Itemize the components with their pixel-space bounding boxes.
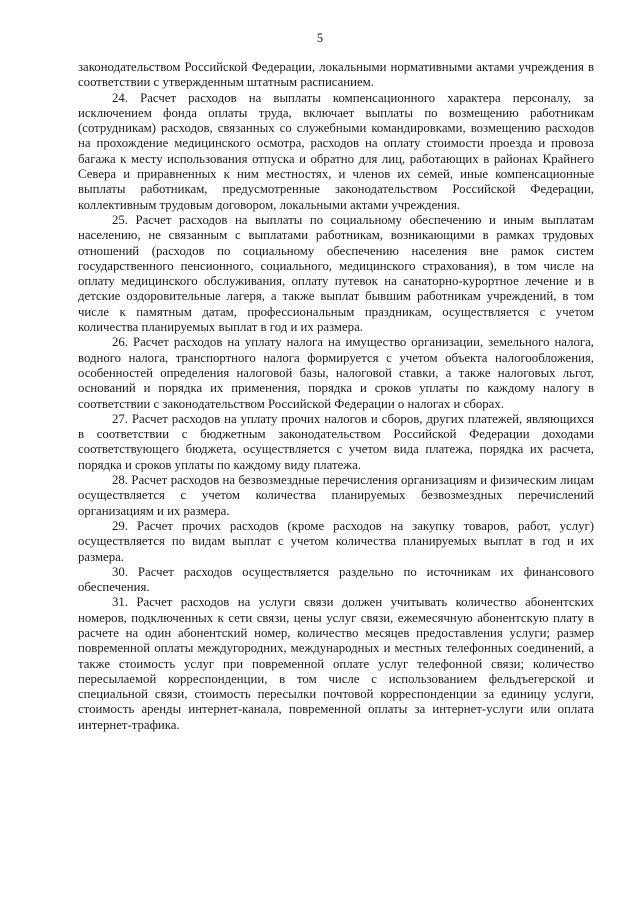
document-body — [78, 60, 594, 733]
paragraph-31: 31. Расчет расходов на услуги связи должен учитывать количество абонентских номеров, подключенных к сети связи, цены услуг связи, ежемесячную абонентскую плату в расчете на один абонентский номер, количество месяцев предоставления услуги; размер повременной оплаты междугородних, международных и местных телефонных соединений, а также стоимость услуг при повременной оплате услуг телефонной связи; количество пересылаемой корреспонденции, в том числе с использованием фельдъегерской и специальной связи, стоимость пересылки почтовой корреспонденции за единицу услуги, стоимость аренды интернет-канала, повременной оплаты за интернет-услуги или оплата интернет-трафика. — [78, 595, 594, 732]
paragraph-28: 28. Расчет расходов на безвозмездные перечисления организациям и физическим лицам осуществляется с учетом количества планируемых безвозмездных перечислений организациям и их размера. — [78, 473, 594, 518]
paragraph-30: 30. Расчет расходов осуществляется раздельно по источникам их финансового обеспечения. — [78, 564, 594, 595]
paragraph-29: 29. Расчет прочих расходов (кроме расходов на закупку товаров, работ, услуг) осуществляется по видам выплат с учетом количества планируемых выплат в год и их размера. — [78, 518, 594, 564]
paragraph-27: 27. Расчет расходов на уплату прочих налогов и сборов, других платежей, являющихся в соответствии с бюджетным законодательством Российской Федерации доходами соответствующего бюджета, осуществляется с учетом вида платежа, порядка их расчета, порядка и сроков уплаты по каждому виду платежа. — [78, 411, 594, 472]
page-number: 5 — [316, 31, 324, 45]
paragraph-25: 25. Расчет расходов на выплаты по социальному обеспечению и иным выплатам населению, не связанным с выплатами работникам, возникающими в рамках трудовых отношений (расходов по социальному обеспечению населения вне рамок систем государственного пенсионного, социального, медицинского страхования), в том числе на оплату медицинского обслуживания, оплату путевок на санаторно-курортное лечение и в детские оздоровительные лагеря, а также выплат бывшим работникам учреждений, в том числе к памятным датам, профессиональным праздникам, осуществляется с учетом количества планируемых выплат в год и их размера. — [78, 212, 594, 335]
paragraph-24: 24. Расчет расходов на выплаты компенсационного характера персоналу, за исключением фонда оплаты труда, включает выплаты по возмещению работникам (сотрудникам) расходов, связанных со служебными командировками, возмещению расходов на прохождение медицинского осмотра, расходов на оплату стоимости проезда и провоза багажа к месту использования отпуска и обратно для лиц, работающих в районах Крайнего Севера и приравненных к ним местностях, и членов их семей, иные компенсационные выплаты работникам, предусмотренные законодательством Российской Федерации, коллективным трудовым договором, локальными актами учреждения. — [78, 90, 594, 212]
paragraph-26: 26. Расчет расходов на уплату налога на имущество организации, земельного налога, водного налога, транспортного налога формируется с учетом объекта налогообложения, особенностей определения налоговой базы, налоговой ставки, а также налоговых льгот, оснований и порядка их применения, порядка и сроков уплаты по каждому налогу в соответствии с законодательством Российской Федерации о налогах и сборах. — [78, 335, 594, 411]
paragraph-continuation: законодательством Российской Федерации, локальными нормативными актами учреждения в соответствии с утвержденным штатным расписанием. — [78, 60, 594, 90]
